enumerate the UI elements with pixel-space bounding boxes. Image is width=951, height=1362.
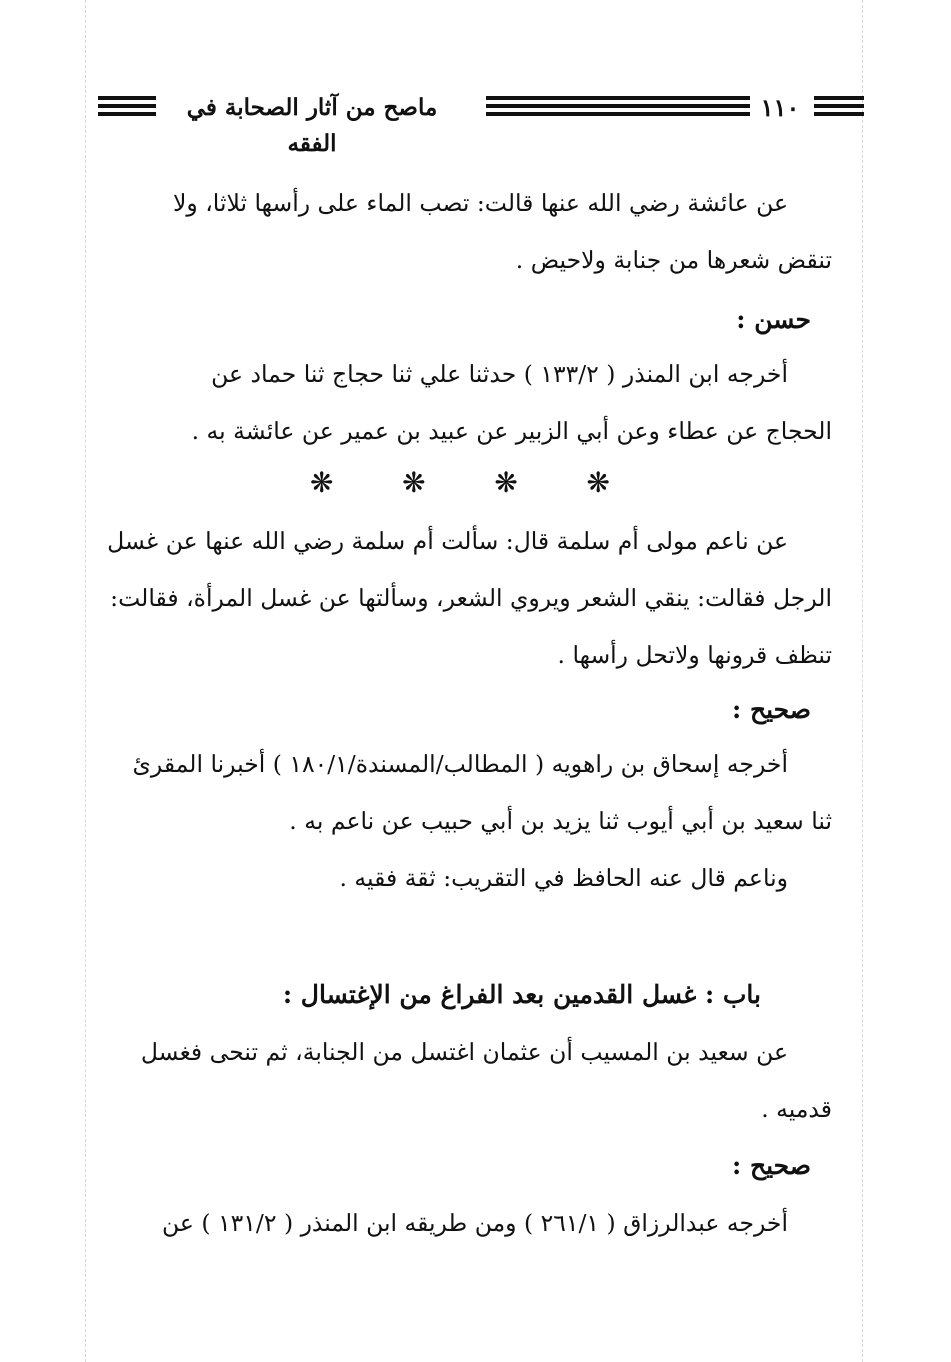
- scan-guide-line: [862, 0, 863, 1362]
- grade-label: صحيح :: [732, 1151, 811, 1180]
- text-line: عن ناعم مولى أم سلمة قال: سألت أم سلمة رضي الله عنها عن غسل: [107, 527, 788, 555]
- page-header: [98, 90, 864, 157]
- takhrij-text: [100, 346, 832, 460]
- text-line: الحجاج عن عطاء وعن أبي الزبير عن عبيد بن عمير عن عائشة به .: [191, 417, 832, 445]
- chapter-heading: باب : غسل القدمين بعد الفراغ من الإغتسال :: [282, 980, 761, 1009]
- header-rule-right: [814, 96, 864, 120]
- takhrij-text: [100, 1195, 832, 1252]
- star-ornament-icon: ❋: [586, 466, 610, 499]
- page-number: ١١٠: [760, 93, 800, 122]
- text-line: عن سعيد بن المسيب أن عثمان اغتسل من الجنابة، ثم تنحى فغسل: [140, 1038, 788, 1066]
- text-line: أخرجه ابن المنذر ( ١٣٣/٢ ) حدثنا علي ثنا حجاج ثنا حماد عن: [211, 360, 788, 388]
- section-separator: [310, 465, 610, 501]
- hadith-text: [100, 513, 832, 684]
- star-ornament-icon: ❋: [402, 466, 426, 499]
- grade-label: صحيح :: [732, 695, 811, 724]
- book-title: ماصح من آثار الصحابة في الفقه: [186, 94, 438, 157]
- hadith-text: [100, 175, 832, 289]
- takhrij-text: [100, 736, 832, 907]
- text-line: أخرجه عبدالرزاق ( ٢٦١/١ ) ومن طريقه ابن المنذر ( ١٣١/٢ ) عن: [162, 1209, 788, 1237]
- text-line: أخرجه إسحاق بن راهويه ( المطالب/المسندة/١٨٠/١ ) أخبرنا المقرئ: [132, 750, 788, 778]
- text-line: عن عائشة رضي الله عنها قالت: تصب الماء على رأسها ثلاثا، ولا: [172, 189, 788, 217]
- header-rule-left: [98, 96, 156, 120]
- header-rule-middle: [486, 96, 750, 120]
- text-line: تنقض شعرها من جنابة ولاحيض .: [515, 246, 832, 274]
- grade-label: حسن :: [736, 305, 811, 334]
- star-ornament-icon: ❋: [310, 466, 334, 499]
- text-line: وناعم قال عنه الحافظ في التقريب: ثقة فقيه .: [339, 864, 788, 892]
- text-line: قدميه .: [761, 1095, 832, 1123]
- scan-guide-line: [85, 0, 86, 1362]
- star-ornament-icon: ❋: [494, 466, 518, 499]
- text-line: الرجل فقالت: ينقي الشعر ويروي الشعر، وسألتها عن غسل المرأة، فقالت:: [110, 584, 832, 612]
- hadith-text: [100, 1024, 832, 1138]
- text-line: تنظف قرونها ولاتحل رأسها .: [557, 641, 832, 669]
- text-line: ثنا سعيد بن أبي أيوب ثنا يزيد بن أبي حبيب عن ناعم به .: [289, 807, 832, 835]
